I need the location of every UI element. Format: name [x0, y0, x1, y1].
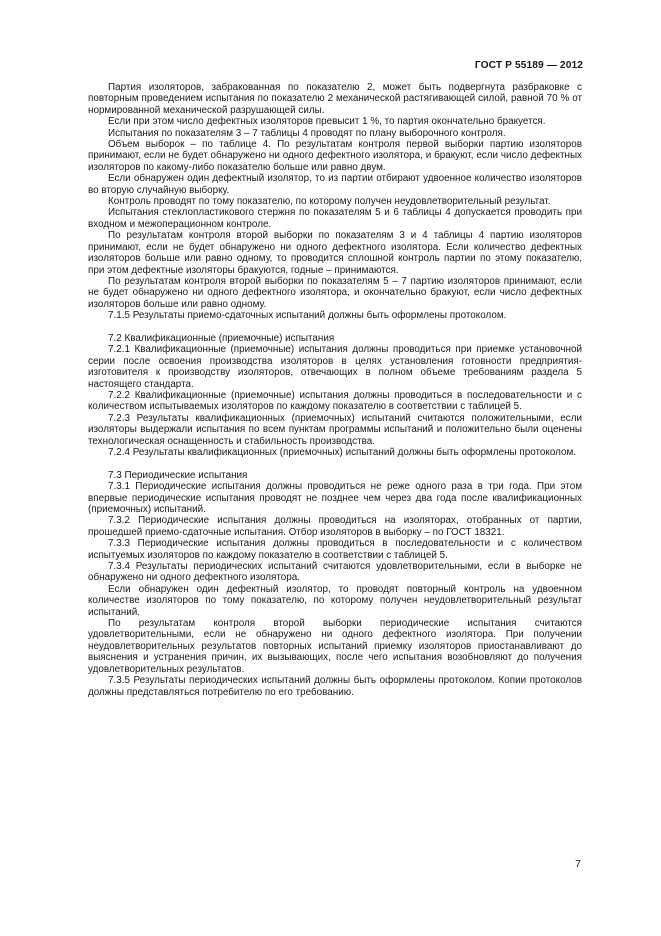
- paragraph: Если при этом число дефектных изоляторов превысит 1 %, то партия окончательно бракуется.: [108, 116, 546, 128]
- paragraph: 7.3.5 Результаты периодических испытаний должны быть оформлены протоколом. Копии протоколов должны представляться потребителю по его требованию.: [88, 675, 582, 698]
- document-body: [88, 82, 582, 698]
- spacer: [88, 458, 582, 469]
- paragraph: Контроль проводят по тому показателю, по которому получен неудовлетворительный результат.: [108, 196, 551, 208]
- paragraph: Испытания по показателям 3 – 7 таблицы 4 проводят по плану выборочного контроля.: [108, 127, 506, 139]
- paragraph: Испытания стеклопластикового стержня по показателям 5 и 6 таблицы 4 допускается проводить при входном и межоперационном контроле.: [88, 207, 582, 230]
- paragraph: По результатам контроля второй выборки по показателям 5 – 7 партию изоляторов принимают, если не будет обнаружено ни одного дефектного изолятора, и окончательно бракуют, если число дефектных изоляторов больше или равно одному.: [88, 275, 582, 310]
- paragraph: Объем выборок – по таблице 4. По результатам контроля первой выборки партию изоляторов принимают, если не будет обнаружено ни одного дефектного изолятора, и бракуют, если число дефектных изоляторов по какому-либо показателю больше или равно двум.: [88, 139, 582, 173]
- paragraph: 7.3.2 Периодические испытания должны проводиться на изоляторах, отобранных от партии, прошедшей приемо-сдаточные испытания. Отбор изоляторов в выборку – по ГОСТ 18321.: [88, 515, 582, 538]
- section-heading: 7.2 Квалификационные (приемочные) испытания: [108, 332, 335, 344]
- paragraph: По результатам контроля второй выборки периодические испытания считаются удовлетворительными, если не обнаружено ни одного дефектного изолятора. При получении неудовлетворительных результатов повторных испытаний приемку изоляторов приостанавливают до выяснения и устранения причин, их вызывающих, после чего испытания возобновляют до получения удовлетворительных результатов.: [88, 618, 582, 675]
- paragraph: По результатам контроля второй выборки по показателям 3 и 4 таблицы 4 партию изоляторов принимают, если не будет обнаружено ни одного дефектного изолятора. Если количество дефектных изоляторов больше или равно одному, то проводится сплошной контроль партии по этому показателю, при этом дефектные изоляторы бракуются, годные – принимаются.: [88, 230, 582, 276]
- paragraph: 7.3.4 Результаты периодических испытаний считаются удовлетворительными, если в выборке не обнаружено ни одного дефектного изолятора.: [88, 561, 582, 584]
- paragraph: Если обнаружен один дефектный изолятор, то проводят повторный контроль на удвоенном количестве изоляторов по тому показателю, по которому получен неудовлетворительный результат испытаний.: [88, 583, 582, 618]
- paragraph: 7.3.3 Периодические испытания должны проводиться в последовательности и с количеством испытуемых изоляторов по каждому показателю в соответствии с таблицей 5.: [88, 538, 582, 561]
- page-number: 7: [575, 858, 581, 870]
- paragraph: 7.2.1 Квалификационные (приемочные) испытания должны проводиться при приемке установочной серии после освоения производства изоляторов в целях установления готовности предприятия-изготовителя к производству изоляторов, отвечающих в полном объеме требованиям раздела 5 настоящего стандарта.: [88, 344, 582, 390]
- section-heading: 7.3 Периодические испытания: [108, 469, 248, 481]
- paragraph: 7.1.5 Результаты приемо-сдаточных испытаний должны быть оформлены протоколом.: [108, 310, 507, 322]
- paragraph: 7.2.2 Квалификационные (приемочные) испытания должны проводиться в последовательности и с количеством испытываемых изоляторов по каждому показателю в соответствии с таблицей 5.: [88, 389, 582, 413]
- document-code-header: ГОСТ Р 55189 — 2012: [474, 60, 583, 71]
- paragraph: Если обнаружен один дефектный изолятор, то из партии отбирают удвоенное количество изоляторов во вторую случайную выборку.: [88, 173, 582, 196]
- paragraph: 7.2.4 Результаты квалификационных (приемочных) испытаний должны быть оформлены протоколом.: [108, 446, 577, 458]
- paragraph: 7.3.1 Периодические испытания должны проводиться не реже одного раза в три года. При этом впервые периодические испытания проводят не позднее чем через два года после квалификационных (приемочных) испытаний.: [88, 481, 582, 515]
- paragraph: 7.2.3 Результаты квалификационных (приемочных) испытаний считаются положительными, если изоляторы выдержали испытания по всем пунктам программы испытаний и положительно были оценены технологическая оснащенность и стабильность производства.: [88, 412, 582, 447]
- spacer: [88, 322, 582, 333]
- paragraph: Партия изоляторов, забракованная по показателю 2, может быть подвергнута разбраковке с повторным проведением испытания по показателю 2 механической растягивающей силой, равной 70 % от нормированной механической разрушающей силы.: [88, 82, 582, 116]
